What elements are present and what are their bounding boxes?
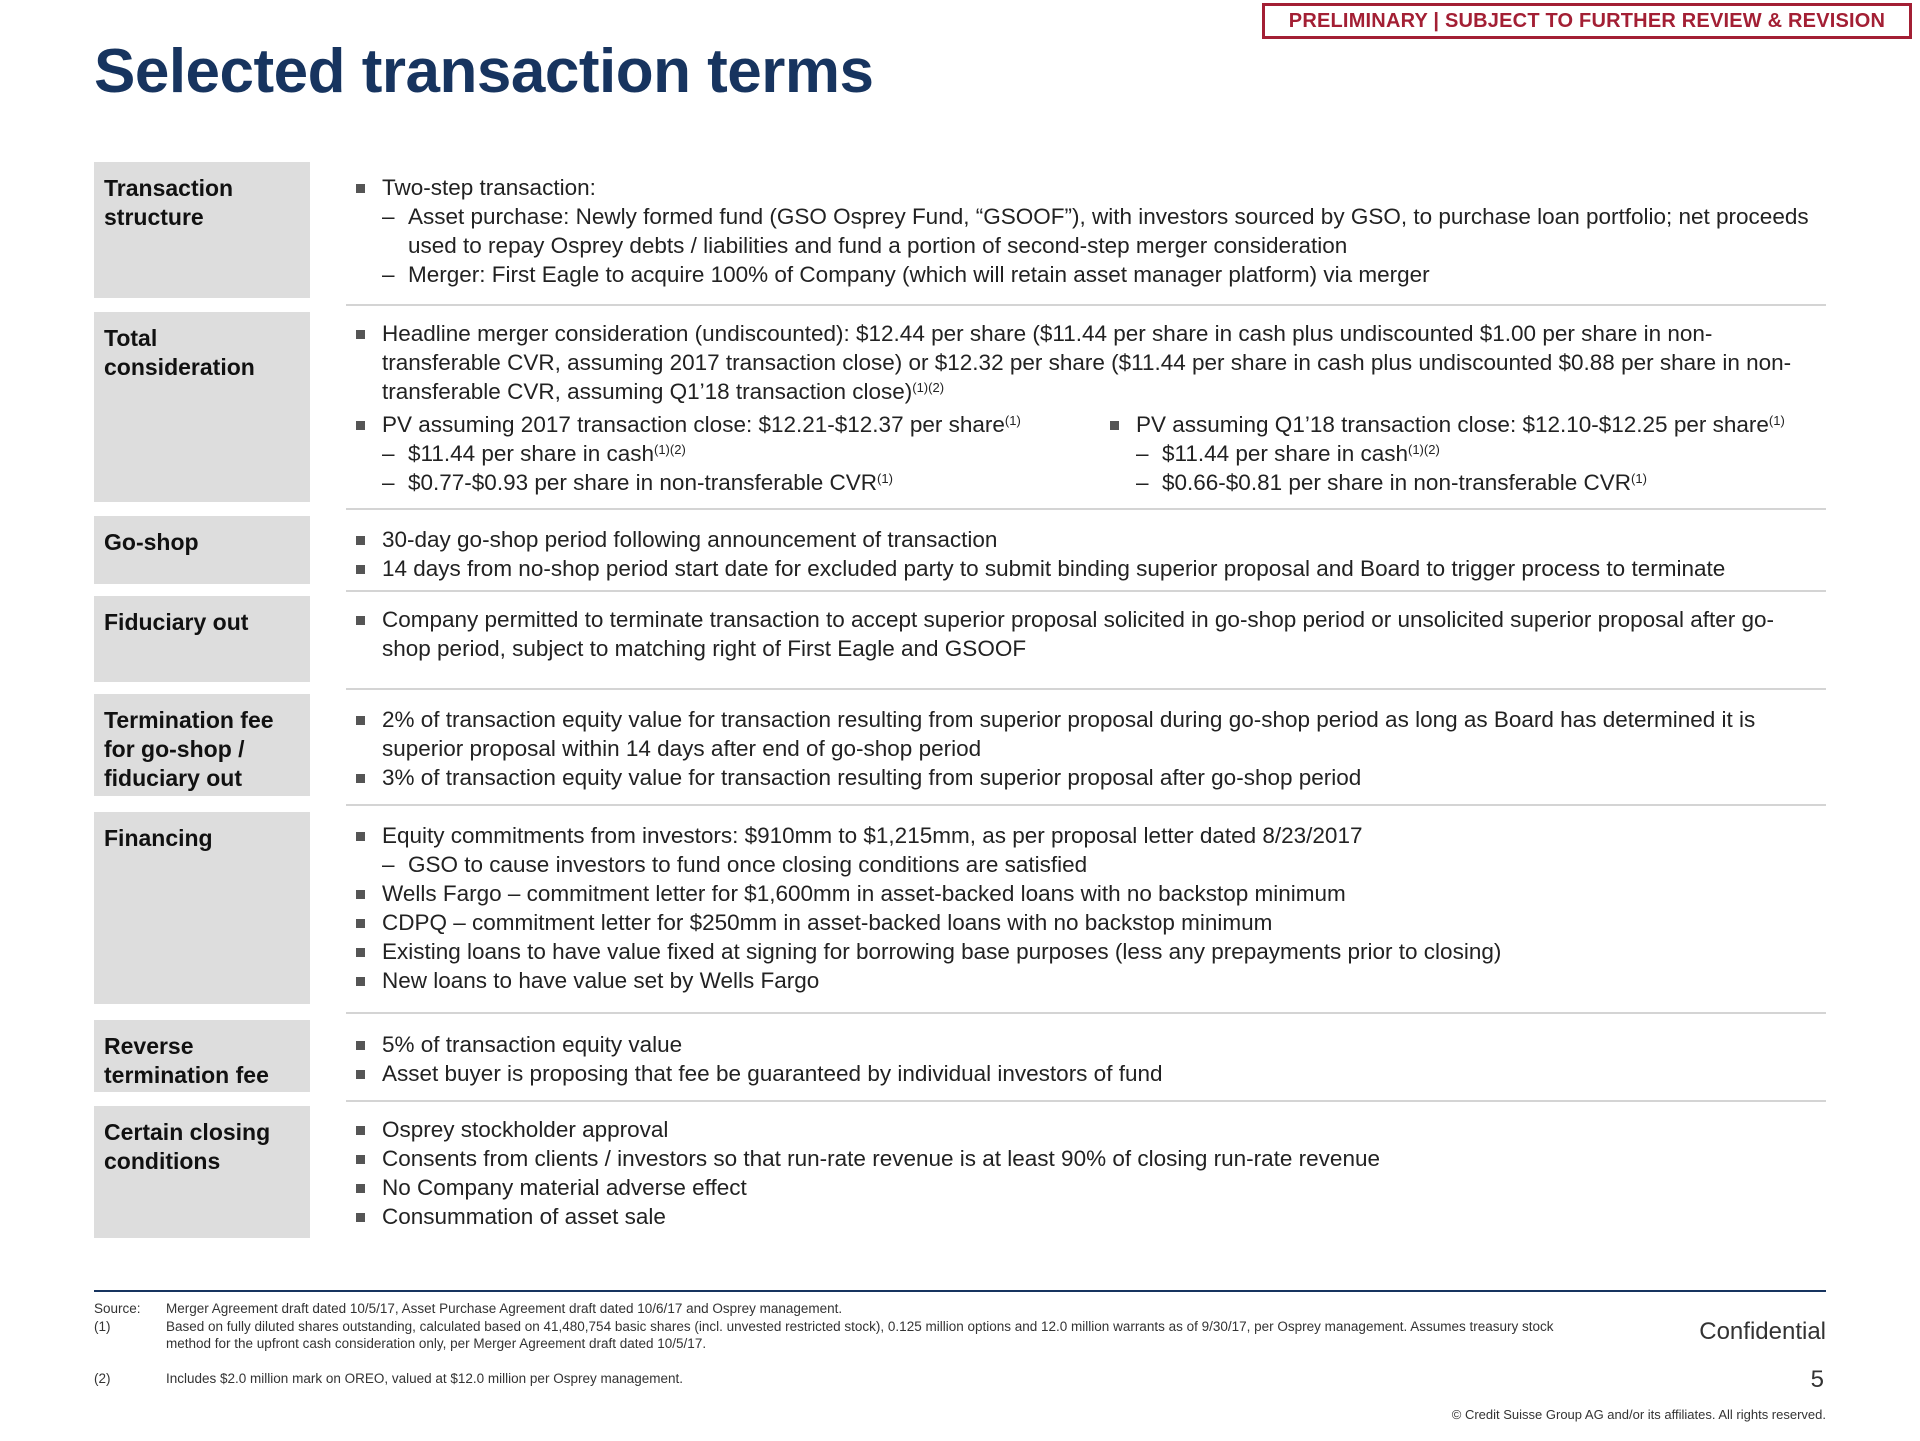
dash-item: – $0.66-$0.81 per share in non-transferable CVR$^{(1)}$ xyxy=(1136,470,1647,495)
row-label: Fiduciary out xyxy=(94,596,310,682)
row-body xyxy=(346,821,1826,995)
bullet-icon xyxy=(356,1155,365,1164)
bullet-icon xyxy=(356,1070,365,1079)
bullet-icon xyxy=(356,890,365,899)
footer-divider xyxy=(94,1290,1826,1292)
row-body xyxy=(346,319,1826,497)
row-label: Termination fee for go-shop / fiduciary out xyxy=(94,694,310,796)
row-divider xyxy=(346,1012,1826,1014)
bullet-item: Osprey stockholder approval xyxy=(346,1115,1826,1144)
row-divider xyxy=(346,590,1826,592)
bullet-item: Headline merger consideration (undiscounted): $12.44 per share ($11.44 per share in cash plus undiscounted $1.00 per share in non-transferable CVR, assuming 2017 transaction close) or $12.32 per share ($11.44 per share in cash plus undiscounted $0.88 per share in non-transferable CVR, assuming Q1’18 transaction close)$^{(1)(2)}$ xyxy=(346,319,1826,406)
footnote-1-text: Based on fully diluted shares outstanding, calculated based on 41,480,754 basic shares (incl. unvested restricted stock), 0.125 million options and 12.0 million warrants as of 9/30/17, per Osprey management. Assumes treasury stock method for the upfront cash consideration only, per Merger Agreement draft dated 10/5/17. xyxy=(166,1319,1554,1351)
preliminary-banner: PRELIMINARY | SUBJECT TO FURTHER REVIEW & REVISION xyxy=(1262,3,1912,39)
bullet-item: New loans to have value set by Wells Fargo xyxy=(346,966,1826,995)
bullet-icon xyxy=(356,616,365,625)
row-body xyxy=(346,525,1826,583)
footnote-1-label: (1) xyxy=(94,1319,111,1334)
row-divider xyxy=(346,1100,1826,1102)
page-title: Selected transaction terms xyxy=(94,37,874,106)
row-label: Financing xyxy=(94,812,310,1004)
dash-item: – Asset purchase: Newly formed fund (GSO Osprey Fund, “GSOOF”), with investors sourced by GSO, to purchase loan portfolio; net proceeds used to repay Osprey debts / liabilities and fund a portion of second-step merger consideration xyxy=(382,204,1809,258)
bullet-item: No Company material adverse effect xyxy=(346,1173,1826,1202)
source-label: Source: xyxy=(94,1301,141,1316)
bullet-icon xyxy=(356,1126,365,1135)
bullet-icon xyxy=(356,421,365,430)
bullet-item: Equity commitments from investors: $910mm to $1,215mm, as per proposal letter dated 8/23/2017 xyxy=(346,821,1826,850)
dash-item: – Merger: First Eagle to acquire 100% of Company (which will retain asset manager platform) via merger xyxy=(382,262,1430,287)
pv-q118-column xyxy=(1100,410,1826,497)
row-divider xyxy=(346,804,1826,806)
bullet-item: 30-day go-shop period following announcement of transaction xyxy=(346,525,1826,554)
bullet-item: Consents from clients / investors so that run-rate revenue is at least 90% of closing run-rate revenue xyxy=(346,1144,1826,1173)
row-label: Total consideration xyxy=(94,312,310,502)
dash-item: – $11.44 per share in cash$^{(1)(2)}$ xyxy=(1136,441,1440,466)
bullet-icon xyxy=(356,977,365,986)
bullet-icon xyxy=(1110,421,1119,430)
bullet-icon xyxy=(356,184,365,193)
bullet-icon xyxy=(356,948,365,957)
bullet-item: 2% of transaction equity value for transaction resulting from superior proposal during go-shop period as long as Board has determined it is superior proposal within 14 days after end of go-shop period xyxy=(346,705,1826,763)
row-label: Certain closing conditions xyxy=(94,1106,310,1238)
row-body xyxy=(346,173,1826,289)
bullet-icon xyxy=(356,536,365,545)
bullet-item: Company permitted to terminate transaction to accept superior proposal solicited in go-shop period or unsolicited superior proposal after go-shop period, subject to matching right of First Eagle and GSOOF xyxy=(346,605,1826,663)
bullet-icon xyxy=(356,774,365,783)
row-divider xyxy=(346,304,1826,306)
row-body xyxy=(346,1115,1826,1231)
row-body xyxy=(346,1030,1826,1088)
row-divider xyxy=(346,688,1826,690)
bullet-item: CDPQ – commitment letter for $250mm in asset-backed loans with no backstop minimum xyxy=(346,908,1826,937)
row-label: Go-shop xyxy=(94,516,310,584)
pv-2017-column xyxy=(346,410,1100,497)
row-body xyxy=(346,605,1826,663)
row-label: Transaction structure xyxy=(94,162,310,298)
bullet-icon xyxy=(356,1213,365,1222)
bullet-icon xyxy=(356,565,365,574)
pv-columns xyxy=(346,410,1826,497)
footnote-2-text: Includes $2.0 million mark on OREO, valued at $12.0 million per Osprey management. xyxy=(166,1371,684,1386)
bullet-icon xyxy=(356,330,365,339)
dash-item: – $0.77-$0.93 per share in non-transferable CVR$^{(1)}$ xyxy=(382,470,893,495)
dash-item: – $11.44 per share in cash$^{(1)(2)}$ xyxy=(382,441,686,466)
dash-item: – GSO to cause investors to fund once closing conditions are satisfied xyxy=(382,852,1088,877)
bullet-item: 3% of transaction equity value for transaction resulting from superior proposal after go-shop period xyxy=(346,763,1826,792)
bullet-item: Two-step transaction: xyxy=(346,173,1826,202)
bullet-item: Consummation of asset sale xyxy=(346,1202,1826,1231)
bullet-icon xyxy=(356,919,365,928)
bullet-item: Existing loans to have value fixed at signing for borrowing base purposes (less any prepayments prior to closing) xyxy=(346,937,1826,966)
bullet-item: Asset buyer is proposing that fee be guaranteed by individual investors of fund xyxy=(346,1059,1826,1088)
bullet-icon xyxy=(356,832,365,841)
source-text: Merger Agreement draft dated 10/5/17, Asset Purchase Agreement draft dated 10/6/17 and Osprey management. xyxy=(166,1301,843,1316)
bullet-icon xyxy=(356,1041,365,1050)
bullet-icon xyxy=(356,716,365,725)
row-label: Reverse termination fee xyxy=(94,1020,310,1092)
bullet-item: Wells Fargo – commitment letter for $1,600mm in asset-backed loans with no backstop minimum xyxy=(346,879,1826,908)
copyright-notice: © Credit Suisse Group AG and/or its affiliates. All rights reserved. xyxy=(1451,1407,1826,1422)
bullet-item: 5% of transaction equity value xyxy=(346,1030,1826,1059)
bullet-item: 14 days from no-shop period start date for excluded party to submit binding superior proposal and Board to trigger process to terminate xyxy=(346,554,1826,583)
bullet-icon xyxy=(356,1184,365,1193)
bullet-item: PV assuming Q1’18 transaction close: $12.10-$12.25 per share$^{(1)}$ xyxy=(1100,410,1826,439)
row-divider xyxy=(346,508,1826,510)
row-body xyxy=(346,705,1826,792)
footnote-2-label: (2) xyxy=(94,1371,111,1386)
confidential-label: Confidential xyxy=(1699,1318,1826,1345)
page-number: 5 xyxy=(1810,1366,1824,1393)
bullet-item: PV assuming 2017 transaction close: $12.21-$12.37 per share$^{(1)}$ xyxy=(346,410,1100,439)
